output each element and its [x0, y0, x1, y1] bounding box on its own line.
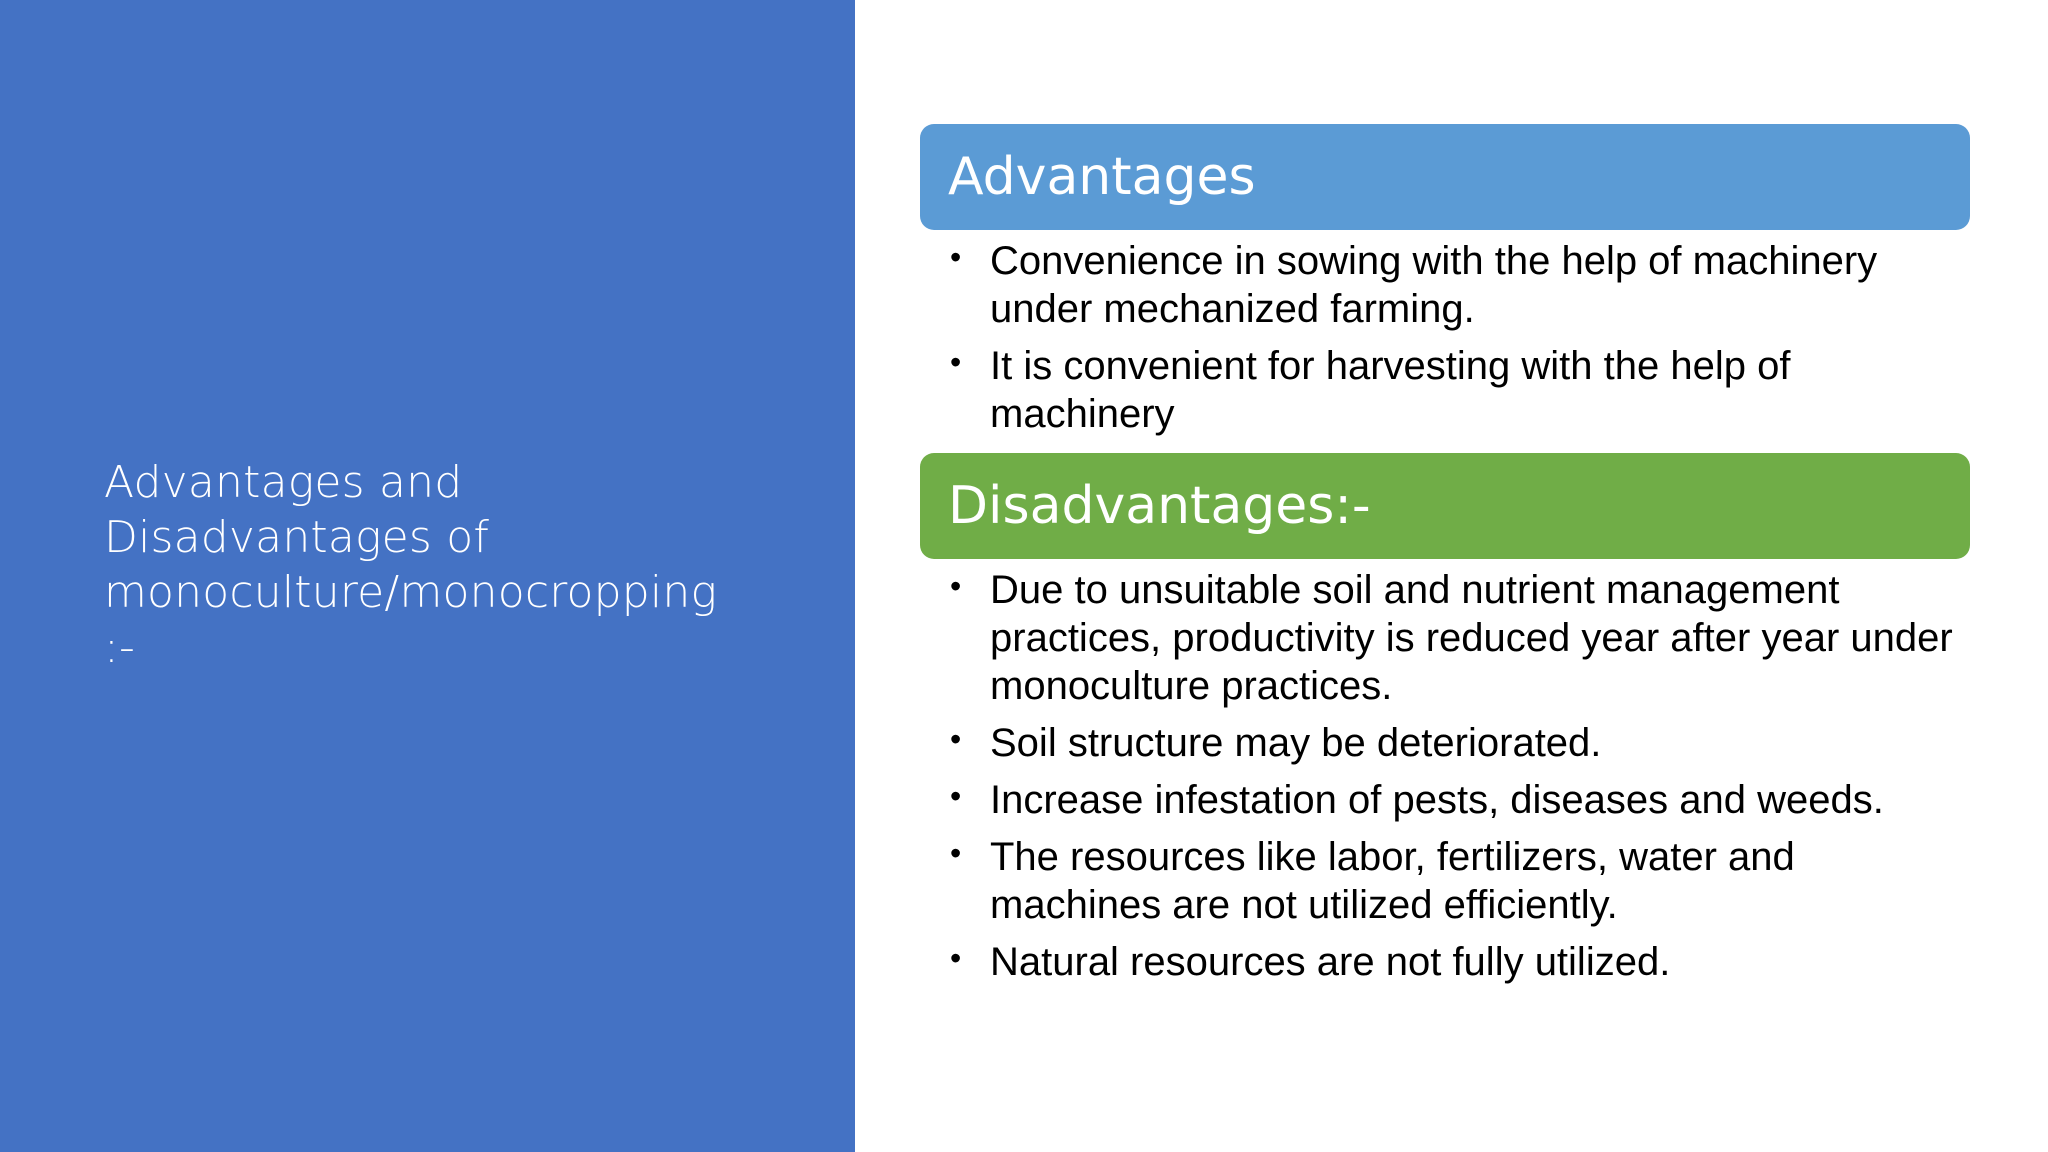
list-item: [950, 776, 1970, 824]
slide-title: [104, 455, 804, 675]
title-panel: [0, 0, 855, 1152]
list-item: [950, 719, 1970, 767]
advantages-header: Advantages: [920, 124, 1970, 230]
slide-title-line: Advantages and: [104, 457, 463, 508]
list-item-text: Soil structure may be deteriorated.: [990, 721, 1602, 765]
slide-title-line: Disadvantages of: [104, 512, 490, 563]
list-item: [950, 833, 1970, 929]
list-item-text: Natural resources are not fully utilized.: [990, 940, 1671, 984]
disadvantages-list: [950, 566, 1970, 995]
bullet-icon: •: [950, 239, 962, 275]
bullet-icon: •: [950, 835, 962, 871]
advantages-list: [950, 237, 1970, 447]
list-item-text: It is convenient for harvesting with the help of machinery: [990, 344, 1791, 436]
list-item-text: Due to unsuitable soil and nutrient management practices, productivity is reduced year after year under monoculture practices.: [990, 568, 1953, 708]
list-item: [950, 566, 1970, 710]
slide-title-line: monoculture/monocropping: [104, 567, 718, 618]
bullet-icon: •: [950, 568, 962, 604]
bullet-icon: •: [950, 940, 962, 976]
list-item: [950, 342, 1970, 438]
list-item-text: The resources like labor, fertilizers, water and machines are not utilized efficiently.: [990, 835, 1795, 927]
bullet-icon: •: [950, 344, 962, 380]
list-item: [950, 938, 1970, 986]
list-item-text: Convenience in sowing with the help of machinery under mechanized farming.: [990, 239, 1878, 331]
disadvantages-header: Disadvantages:-: [920, 453, 1970, 559]
list-item-text: Increase infestation of pests, diseases and weeds.: [990, 778, 1884, 822]
list-item: [950, 237, 1970, 333]
bullet-icon: •: [950, 721, 962, 757]
slide-title-line: :-: [104, 622, 136, 673]
bullet-icon: •: [950, 778, 962, 814]
